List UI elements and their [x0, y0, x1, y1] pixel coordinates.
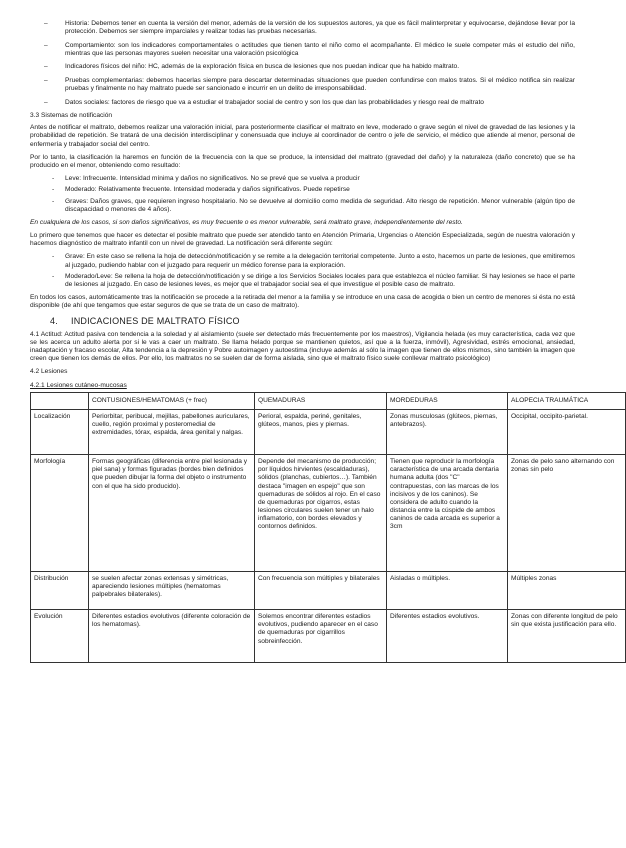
row-label: Evolución — [31, 610, 89, 663]
table-cell: Solemos encontrar diferentes estadios evolutivos, pudiendo aparecer en el caso de quemaduras por cigarrillos sobreinfección. — [255, 610, 387, 663]
table-row — [31, 610, 626, 663]
table-header-row — [31, 393, 626, 410]
table-cell: Diferentes estadios evolutivos. — [387, 610, 508, 663]
table-cell: Con frecuencia son múltiples y bilaterales — [255, 572, 387, 610]
list-item: – Historia: Debemos tener en cuenta la versión del menor, además de la versión de los supuestos autores, ya que es fácil malinterpretar y equivocarse, dejándose llevar por la protección. Debemos ser siempre imparciales y realizar todas las pruebas necesarias. — [44, 20, 575, 36]
table-cell: se suelen afectar zonas extensas y simétricas, apareciendo lesiones múltiples (hematomas palpebrales bilaterales). — [89, 572, 255, 610]
list-item: - Grave: En este caso se rellena la hoja de detección/notificación y se remite a la delegación territorial competente. Junto a esto, hacemos un parte de lesiones, que emitiremos al juzgado, pudiendo hablar con el juzgado para requerir un médico forense para la exploración. — [52, 253, 575, 269]
table-header-cell: CONTUSIONES/HEMATOMAS (+ frec) — [89, 393, 255, 410]
table-cell: Tienen que reproducir la morfología característica de una arcada dentaria humana adulta (dos "C" contrapuestas, con las marcas de los incisivos y de los caninos). Se considera de adulto cuando la distancia entre la cúspide de ambos caninos de cada arcada es superior a 3cm — [387, 455, 508, 572]
notification-route-list — [30, 253, 575, 289]
table-header-cell: MORDEDURAS — [387, 393, 508, 410]
list-item: - Moderado: Relativamente frecuente. Intensidad moderada y daños significativos. Puede repetirse — [52, 186, 350, 194]
table-cell: Periorbitar, peribucal, mejillas, pabellones auriculares, cuello, región proximal y posteromedial de extremidades, tórax, espalda, área genital y nalgas. — [89, 410, 255, 455]
list-item: – Pruebas complementarias: debemos hacerlas siempre para descartar determinadas situaciones que pueden confundirse con malos tratos. Si el médico notifica sin realizar pruebas y finalmente no hay maltrato puede ser sancionado e incurrir en un delito de irresponsabilidad. — [44, 76, 575, 93]
table-row — [31, 410, 626, 455]
section-title: INDICACIONES DE MALTRATO FÍSICO — [71, 315, 240, 326]
list-item: - Graves: Daños graves, que requieren ingreso hospitalario. No se devuelve al domicilio como medida de seguridad. Alto riesgo de repetición. Menor vulnerable (algún tipo de discapacidad o menores de 4 años). — [52, 198, 575, 214]
table-cell: Diferentes estadios evolutivos (diferente coloración de los hematomas). — [89, 610, 255, 663]
list-item: - Moderado/Leve: Se rellena la hoja de detección/notificación y se dirige a los Servicios Sociales locales para que establezca el núcleo familiar. Si hay lesiones se hace el parte de lesiones al juzgado. En caso de lesiones leves, es mejor que el trabajador social sea el que investigue el posible caso de maltrato. — [52, 273, 575, 289]
paragraph: Lo primero que tenemos que hacer es detectar el posible maltrato que puede ser atendido tanto en Atención Primaria, Urgencias o Atención Especializada, según de nuestra valoración y hacemos diagnóstico de maltrato infantil con un nivel de gravedad. La notificación será diferente según: — [30, 232, 575, 248]
italic-note: En cualquiera de los casos, si son daños significativos, es muy frecuente o es menor vulnerable, será maltrato grave, independientemente del resto. — [30, 219, 463, 227]
evaluation-criteria-list — [30, 20, 575, 107]
list-item: – Datos sociales: factores de riesgo que va a estudiar el trabajador social de centro y son los que dan las probabilidades y riesgo real de maltrato — [44, 98, 484, 106]
severity-level-list — [30, 175, 575, 214]
list-item: – Indicadores físicos del niño: HC, además de la exploración física en busca de lesiones que nos puedan indicar que ha habido maltrato. — [44, 63, 460, 71]
table-cell: Occipital, occipito-parietal. — [508, 410, 626, 455]
lesions-table — [30, 392, 626, 663]
paragraph: Antes de notificar el maltrato, debemos realizar una valoración inicial, para posteriormente clasificar el maltrato en leve, moderado o grave según el nivel de gravedad de las lesiones y la probabilidad de repetición. Se tratará de una decisión interdisciplinar y conensuada que incluye al coordinador de centro o jefe de servicio, el médico que atiende al menor, personal de enfermería y trabajador social del centro. — [30, 124, 575, 148]
list-item: - Leve: Infrecuente. Intensidad mínima y daños no significativos. No se prevé que se vuelva a producir — [52, 174, 360, 182]
table-row — [31, 572, 626, 610]
table-cell: Formas geográficas (diferencia entre piel lesionada y piel sana) y formas figuradas (bordes bien definidos que pueden dibujar la forma del objeto o instrumento con el que ha sido producido). — [89, 455, 255, 572]
table-cell: Aisladas o múltiples. — [387, 572, 508, 610]
section-heading-notification: 3.3 Sistemas de notificación — [30, 112, 113, 120]
section-heading-physical-abuse — [30, 317, 575, 325]
table-row — [31, 455, 626, 572]
paragraph: Por lo tanto, la clasificación la haremos en función de la frecuencia con la que se produce, la intensidad del maltrato (gravedad del daño) y la naturaleza (daño concreto) que se ha producido en el menor, obteniendo como resultado: — [30, 153, 575, 169]
subsection-heading-mucocutaneous: 4.2.1 Lesiones cutáneo-mucosas — [30, 382, 127, 390]
row-label: Distribución — [31, 572, 89, 610]
document-page — [30, 20, 618, 663]
table-header-cell — [31, 393, 89, 410]
table-cell: Zonas con diferente longitud de pelo sin que exista justificación para ello. — [508, 610, 626, 663]
row-label: Morfología — [31, 455, 89, 572]
paragraph: En todos los casos, automáticamente tras la notificación se procede a la retirada del menor a la familia y se introduce en una casa de acogida o bien un centro de menores si ésta no está disponible (de ahí que tengamos que estar seguros de que se trata de un caso de maltrato). — [30, 294, 575, 310]
paragraph-attitude: 4.1 Actitud: Actitud pasiva con tendencia a la soledad y al aislamiento (suele ser detectado más frecuentemente por los maestros), Vigilancia helada (es muy característica, cada vez que se les acerca un adulto alerta por si le vas a caer un maltrato. Se llama helado porque se mantienen quietos, así que a la fuerza, inmóvil), Agresividad, estrés emocional, ansiedad, inadaptación y fracaso escolar, Alta tendencia a la depresión y Pobre autoimagen y autoestima (incluye además al sólo la imagen que tienen de ellos mismos, sino también la imagen que creen que tienen los demás de ellos. Por ello, los maltratos no se suelen dar de forma aislada, sino que el maltrato físico suele conllevar maltrato psicológico) — [30, 330, 575, 362]
row-label: Localización — [31, 410, 89, 455]
table-cell: Depende del mecanismo de producción; por líquidos hirvientes (escaldaduras), sólidos (planchas, cubiertos…). También destaca "imagen en espejo" que son quemaduras de sólidos al rojo. En el caso de quemaduras por cigarros, estas lesiones circulares suelen tener un halo inflamatorio, con bordes elevados y contornos definidos. — [255, 455, 387, 572]
list-item: – Comportamiento: son los indicadores comportamentales o actitudes que tienen tanto el niño como el acompañante. El médico le suele competer más el estudio del niño, mientras que las personas mayores suelen necesitar una valoración psicológica — [44, 41, 575, 57]
subsection-heading-injuries: 4.2 Lesiones — [30, 368, 68, 375]
table-header-cell: QUEMADURAS — [255, 393, 387, 410]
section-number: 4. — [50, 315, 58, 326]
table-cell: Zonas de pelo sano alternando con zonas sin pelo — [508, 455, 626, 572]
table-cell: Zonas musculosas (glúteos, piernas, antebrazos). — [387, 410, 508, 455]
table-cell: Perioral, espalda, periné, genitales, glúteos, manos, pies y piernas. — [255, 410, 387, 455]
table-cell: Múltiples zonas — [508, 572, 626, 610]
table-header-cell: ALOPECIA TRAUMÁTICA — [508, 393, 626, 410]
